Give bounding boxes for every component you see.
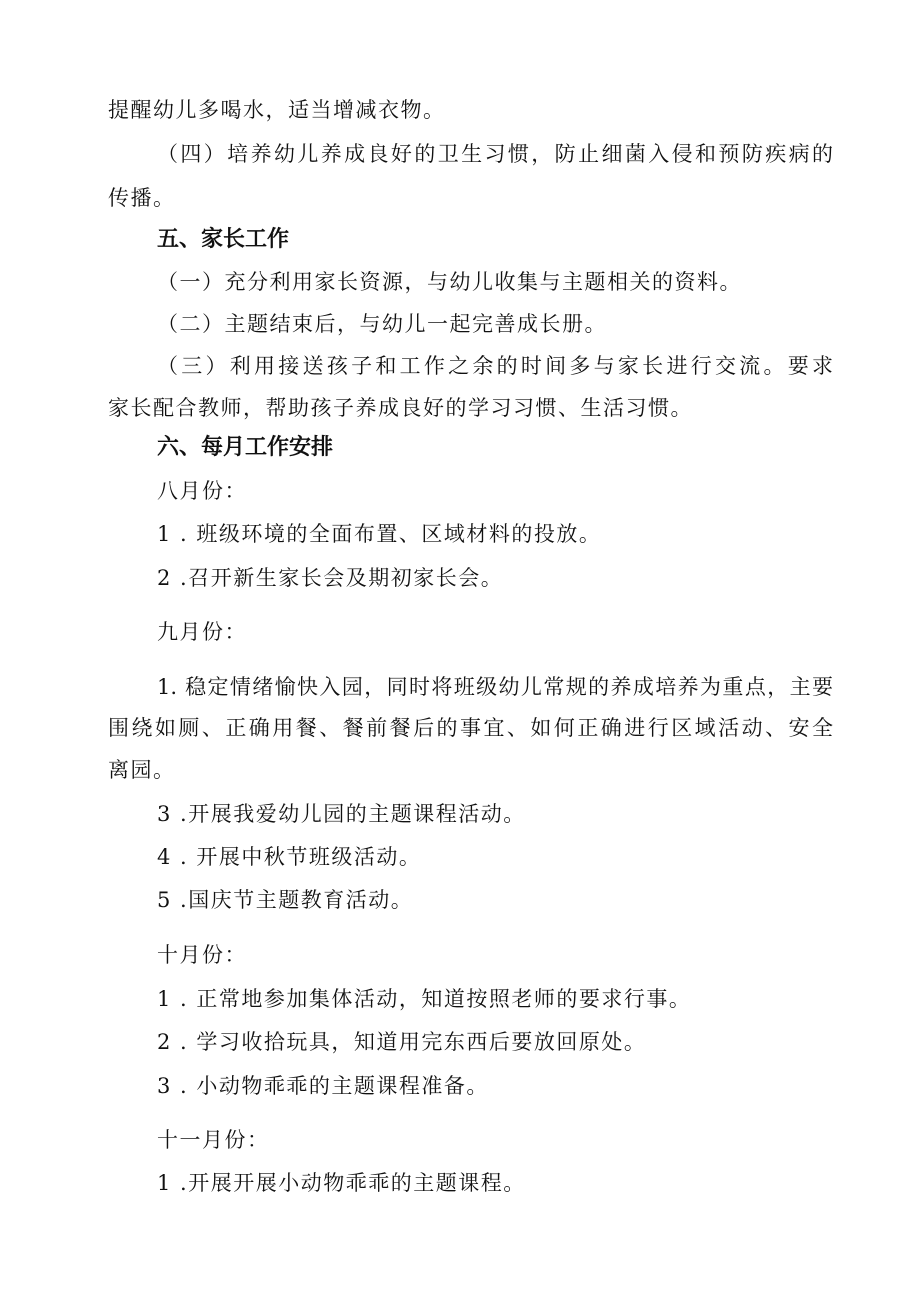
- section-heading: 五、家长工作: [157, 227, 290, 252]
- month-label: 十一月份：: [157, 1128, 270, 1152]
- text-line: 提醒幼儿多喝水，适当增减衣物。: [108, 98, 446, 122]
- list-item: 3 . 小动物乖乖的主题课程准备。: [157, 1074, 489, 1098]
- list-item: 2 . 学习收拾玩具，知道用完东西后要放回原处。: [157, 1030, 647, 1054]
- text-line: （三）利用接送孩子和工作之余的时间多与家长进行交流。要求: [157, 354, 833, 378]
- list-item: 1 .开展开展小动物乖乖的主题课程。: [157, 1171, 526, 1195]
- list-item: 3 .开展我爱幼儿园的主题课程活动。: [157, 802, 526, 826]
- list-item: 4 . 开展中秋节班级活动。: [157, 845, 422, 869]
- list-item: 1. 稳定情绪愉快入园，同时将班级幼儿常规的养成培养为重点，主要: [157, 675, 833, 699]
- text-line: 传播。: [108, 186, 176, 210]
- list-item: 2 .召开新生家长会及期初家长会。: [157, 566, 504, 590]
- text-line: （二）主题结束后，与幼儿一起完善成长册。: [157, 312, 607, 336]
- section-heading: 六、每月工作安排: [157, 435, 334, 460]
- list-item: 离园。: [108, 758, 176, 782]
- month-label: 八月份：: [157, 479, 247, 503]
- text-line: 家长配合教师，帮助孩子养成良好的学习习惯、生活习惯。: [108, 396, 693, 420]
- text-line: （四）培养幼儿养成良好的卫生习惯，防止细菌入侵和预防疾病的: [157, 142, 833, 166]
- month-label: 十月份：: [157, 943, 247, 967]
- list-item: 1 . 正常地参加集体活动，知道按照老师的要求行事。: [157, 987, 692, 1011]
- list-item: 5 .国庆节主题教育活动。: [157, 888, 414, 912]
- text-line: （一）充分利用家长资源，与幼儿收集与主题相关的资料。: [157, 270, 742, 294]
- month-label: 九月份：: [157, 620, 247, 644]
- list-item: 围绕如厕、正确用餐、餐前餐后的事宜、如何正确进行区域活动、安全: [108, 716, 833, 740]
- list-item: 1 . 班级环境的全面布置、区域材料的投放。: [157, 522, 602, 546]
